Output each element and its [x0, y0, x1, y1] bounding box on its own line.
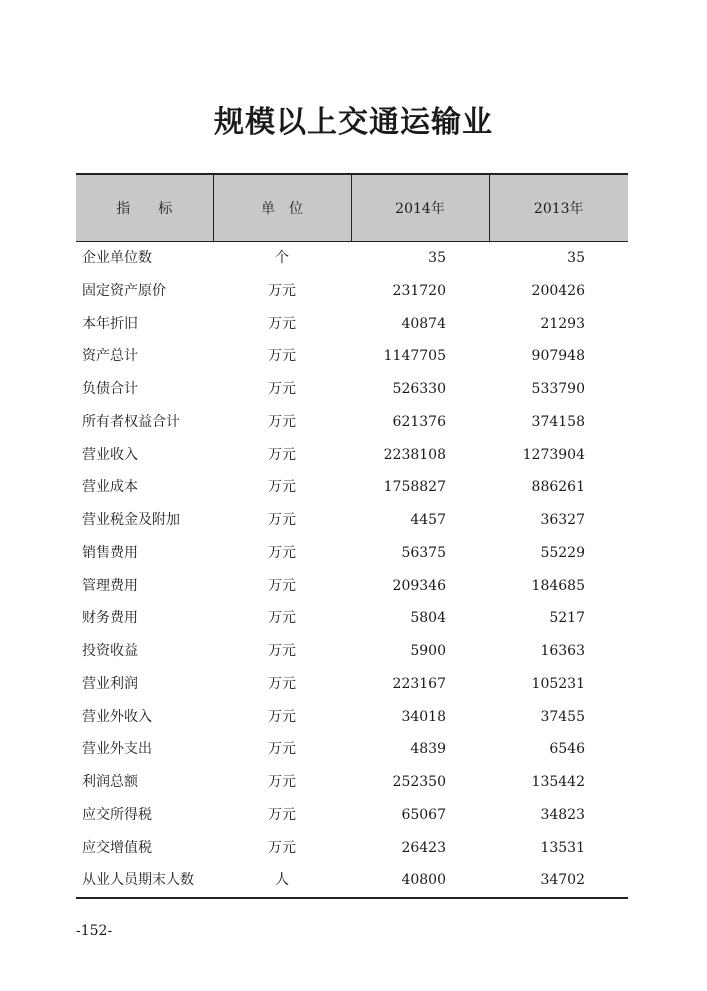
row-unit: 万元 [268, 577, 296, 594]
row-unit: 万元 [268, 741, 296, 758]
row-value-2014: 223167 [392, 675, 446, 692]
table-row [76, 340, 628, 373]
row-unit: 万元 [268, 708, 296, 725]
row-value-2013: 5217 [549, 610, 585, 627]
row-indicator-name: 固定资产原价 [82, 282, 166, 299]
row-value-2014: 4457 [410, 512, 446, 528]
table-header-row [76, 174, 628, 242]
row-value-2013: 200426 [531, 282, 585, 299]
table-row [76, 635, 628, 668]
row-value-2014: 252350 [392, 774, 446, 790]
row-value-2013: 184685 [531, 577, 585, 594]
row-unit: 万元 [268, 643, 296, 659]
row-value-2014: 5900 [410, 643, 446, 659]
row-value-2013: 16363 [540, 643, 585, 659]
table-row [76, 668, 628, 701]
row-value-2013: 35 [567, 250, 585, 266]
row-value-2013: 37455 [540, 708, 585, 725]
row-unit: 万元 [268, 446, 296, 463]
table-row [76, 275, 628, 308]
row-indicator-name: 营业外支出 [82, 741, 152, 758]
table-row [76, 701, 628, 734]
row-indicator-name: 投资收益 [82, 643, 138, 659]
header-year-2013: 2013年 [489, 174, 628, 242]
row-value-2013: 21293 [540, 315, 585, 332]
row-unit: 个 [275, 250, 289, 266]
header-unit: 单 位 [213, 174, 351, 242]
row-value-2013: 55229 [540, 544, 585, 561]
row-value-2014: 526330 [392, 381, 446, 397]
row-indicator-name: 营业成本 [82, 479, 138, 496]
row-value-2014: 56375 [401, 544, 446, 561]
page-title: 规模以上交通运输业 [214, 105, 493, 140]
row-value-2013: 34823 [540, 806, 585, 823]
row-unit: 万元 [268, 806, 296, 823]
row-indicator-name: 营业税金及附加 [82, 512, 180, 528]
row-value-2014: 26423 [401, 839, 446, 856]
row-value-2014: 4839 [410, 741, 446, 758]
row-indicator-name: 营业收入 [82, 446, 138, 463]
row-indicator-name: 销售费用 [82, 544, 138, 561]
row-value-2013: 13531 [540, 839, 585, 856]
row-value-2013: 135442 [531, 774, 585, 790]
row-indicator-name: 财务费用 [82, 610, 138, 627]
statistics-table [76, 173, 628, 899]
row-unit: 万元 [268, 544, 296, 561]
row-unit: 万元 [268, 610, 296, 627]
table-row [76, 537, 628, 570]
header-indicator: 指 标 [76, 174, 213, 242]
row-value-2013: 6546 [549, 741, 585, 758]
table-row [76, 766, 628, 799]
row-indicator-name: 本年折旧 [82, 315, 138, 332]
row-value-2013: 907948 [531, 348, 585, 365]
row-unit: 万元 [268, 381, 296, 397]
row-unit: 万元 [268, 282, 296, 299]
table-row [76, 406, 628, 439]
table-row [76, 832, 628, 865]
row-unit: 万元 [268, 512, 296, 528]
row-value-2013: 36327 [540, 512, 585, 528]
table-row [76, 733, 628, 766]
row-indicator-name: 应交增值税 [82, 839, 152, 856]
row-indicator-name: 应交所得税 [82, 806, 152, 823]
row-value-2014: 2238108 [383, 446, 446, 463]
row-value-2014: 621376 [392, 413, 446, 430]
row-indicator-name: 所有者权益合计 [82, 413, 180, 430]
row-unit: 万元 [268, 413, 296, 430]
row-value-2014: 231720 [392, 282, 446, 299]
row-unit: 万元 [268, 839, 296, 856]
row-indicator-name: 企业单位数 [82, 250, 152, 266]
row-indicator-name: 从业人员期末人数 [76, 864, 213, 898]
row-value-2013: 374158 [531, 413, 585, 430]
row-indicator-name: 负债合计 [82, 381, 138, 397]
row-unit: 人 [213, 864, 351, 898]
table-row [76, 864, 628, 898]
row-indicator-name: 利润总额 [82, 774, 138, 790]
header-year-2014: 2014年 [351, 174, 489, 242]
row-value-2014: 65067 [401, 806, 446, 823]
row-value-2013: 1273904 [522, 446, 585, 463]
row-value-2014: 40800 [351, 864, 489, 898]
row-indicator-name: 管理费用 [82, 577, 138, 594]
row-unit: 万元 [268, 479, 296, 496]
row-indicator-name: 资产总计 [82, 348, 138, 365]
table-row [76, 308, 628, 341]
row-unit: 万元 [268, 675, 296, 692]
page-number: -152- [76, 923, 113, 939]
table-row [76, 570, 628, 603]
row-value-2014: 1758827 [383, 479, 446, 496]
row-value-2014: 1147705 [383, 348, 446, 365]
table-row [76, 471, 628, 504]
row-indicator-name: 营业利润 [82, 675, 138, 692]
row-indicator-name: 营业外收入 [82, 708, 152, 725]
row-value-2013: 34702 [489, 864, 628, 898]
table-row [76, 602, 628, 635]
row-unit: 万元 [268, 315, 296, 332]
row-unit: 万元 [268, 774, 296, 790]
row-value-2014: 5804 [410, 610, 446, 627]
table-row [76, 504, 628, 537]
row-value-2013: 886261 [531, 479, 585, 496]
table-body [76, 242, 628, 899]
row-value-2014: 209346 [392, 577, 446, 594]
table-row [76, 242, 628, 275]
row-value-2014: 35 [428, 250, 446, 266]
table-row [76, 439, 628, 472]
table-row [76, 373, 628, 406]
row-unit: 万元 [268, 348, 296, 365]
row-value-2014: 34018 [401, 708, 446, 725]
row-value-2013: 105231 [531, 675, 585, 692]
row-value-2013: 533790 [531, 381, 585, 397]
table-row [76, 799, 628, 832]
row-value-2014: 40874 [401, 315, 446, 332]
